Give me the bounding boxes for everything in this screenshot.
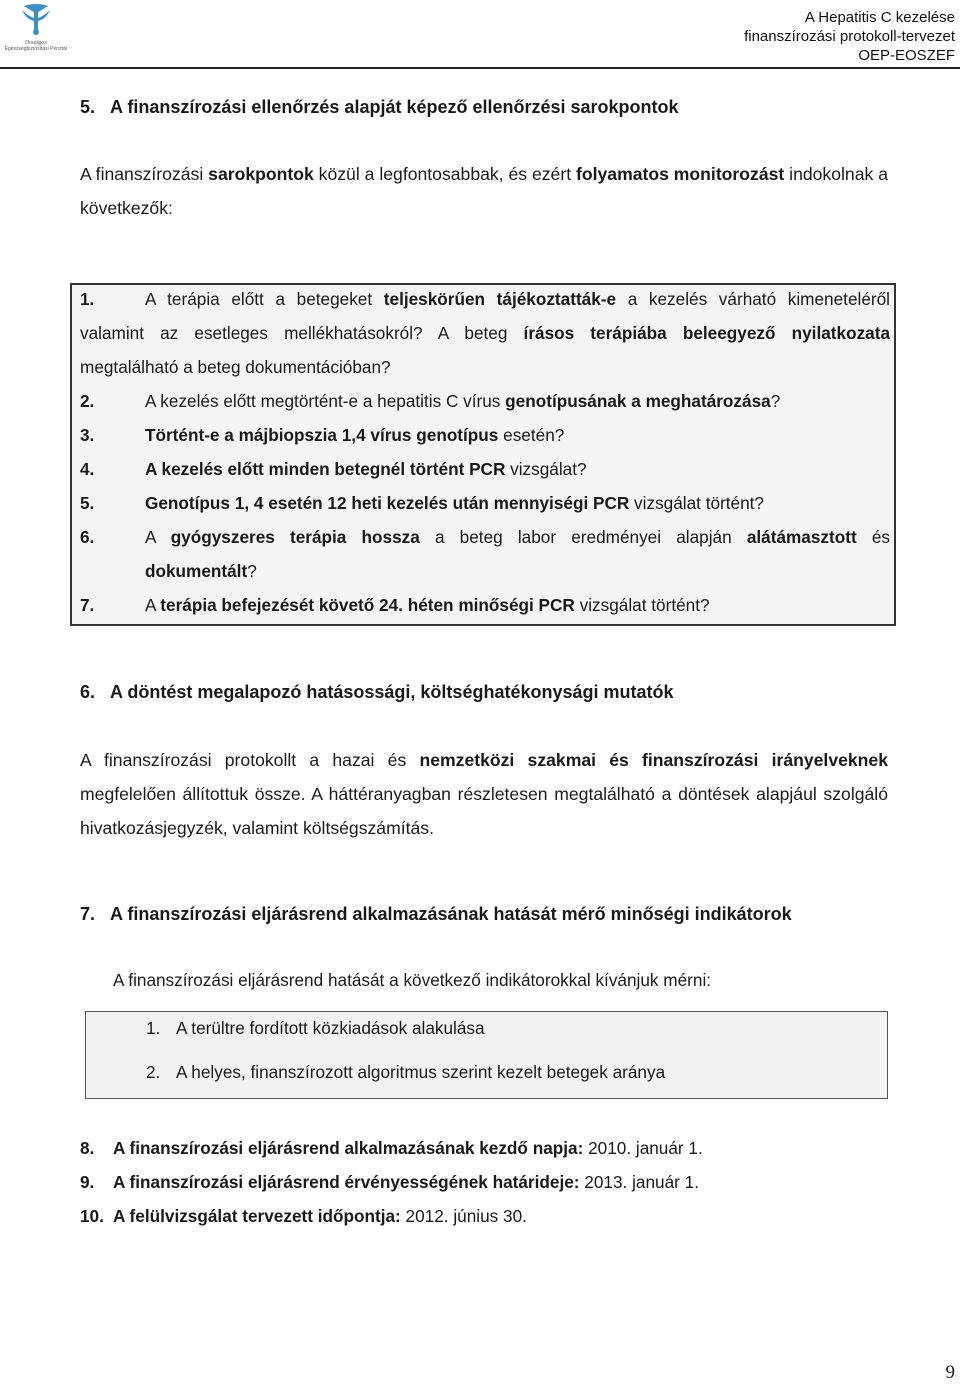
checkpoint-number: 1. xyxy=(80,289,95,309)
date-label: A finanszírozási eljárásrend érvényességének határideje: xyxy=(113,1172,580,1192)
indicator-number: 2. xyxy=(146,1062,161,1082)
indicator-item xyxy=(146,1018,485,1039)
page-number: 9 xyxy=(945,1362,955,1383)
text-run: A kezelés előtt megtörtént-e a hepatitis C vírus xyxy=(145,391,506,411)
checkpoint-text xyxy=(145,588,890,622)
indicator-text: A helyes, finanszírozott algoritmus szerint kezelt betegek aránya xyxy=(176,1062,666,1082)
bold-text-run: gyógyszeres terápia hossza xyxy=(170,527,420,547)
checkpoint-item xyxy=(80,486,890,520)
indicator-item xyxy=(146,1062,665,1083)
bold-text-run: genotípusának a meghatározása xyxy=(505,391,771,411)
date-number: 8. xyxy=(80,1138,95,1158)
checkpoint-item xyxy=(80,520,890,588)
date-number: 10. xyxy=(80,1206,104,1226)
text-run: a kezelés várható kimeneteléről valamint az esetleges mellékhatásokról? A beteg xyxy=(80,289,890,343)
header-title-line-1: A Hepatitis C kezelése xyxy=(804,9,955,26)
checkpoint-number: 3. xyxy=(80,425,95,445)
header-title-line-2: finanszírozási protokoll-tervezet xyxy=(744,28,955,45)
date-item xyxy=(80,1199,703,1233)
section-5-intro xyxy=(80,157,888,225)
bold-text-run: teljeskörűen tájékoztatták-e xyxy=(383,289,617,309)
bold-text-run: A kezelés előtt minden betegnél történt PCR xyxy=(145,459,506,479)
checkpoint-item xyxy=(80,588,890,622)
text-run: A xyxy=(145,595,161,615)
checkpoint-text xyxy=(145,384,890,418)
section-7-number: 7. xyxy=(80,904,96,924)
bold-text-run: dokumentált xyxy=(145,561,248,581)
section-6-body xyxy=(80,743,888,845)
checkpoint-number: 6. xyxy=(80,527,95,547)
dates-list xyxy=(80,1131,703,1233)
text-run: a beteg labor eredményei alapján xyxy=(419,527,747,547)
text-run: ? xyxy=(247,561,257,581)
text-run: vizsgálat történt? xyxy=(629,493,764,513)
text-run: A terápia előtt a betegeket xyxy=(145,289,384,309)
bold-text-run: terápia befejezését követő 24. héten minőségi PCR xyxy=(160,595,575,615)
checkpoint-text xyxy=(145,452,890,486)
checkpoint-item xyxy=(80,418,890,452)
section-5-title: A finanszírozási ellenőrzés alapját képező ellenőrzési sarokpontok xyxy=(110,97,679,117)
header-title-block xyxy=(744,8,955,65)
checkpoint-number: 7. xyxy=(80,595,95,615)
logo-text: Országos Egészségbiztosítási Pénztár xyxy=(4,40,68,52)
date-label: A finanszírozási eljárásrend alkalmazásának kezdő napja: xyxy=(113,1138,584,1158)
checkpoint-number: 5. xyxy=(80,493,95,513)
indicator-number: 1. xyxy=(146,1018,161,1038)
checkpoint-text xyxy=(80,282,890,384)
bold-text-run: írásos terápiába beleegyező nyilatkozata xyxy=(523,323,891,343)
date-value: 2012. június 30. xyxy=(400,1206,527,1226)
checkpoints-list xyxy=(80,282,890,622)
section-6-title: A döntést megalapozó hatásossági, költséghatékonysági mutatók xyxy=(110,682,674,702)
date-item xyxy=(80,1131,703,1165)
checkpoint-text xyxy=(145,486,890,520)
bold-text-run: sarokpontok xyxy=(208,164,314,184)
text-run: vizsgálat? xyxy=(505,459,587,479)
checkpoint-item xyxy=(80,282,890,384)
text-run: A finanszírozási protokollt a hazai és xyxy=(80,750,420,770)
text-run: megtalálható a beteg dokumentációban? xyxy=(80,357,391,377)
section-5-number: 5. xyxy=(80,97,96,117)
checkpoint-text xyxy=(145,418,890,452)
section-7-heading xyxy=(80,904,792,925)
checkpoint-number: 4. xyxy=(80,459,95,479)
bold-text-run: alátámasztott xyxy=(746,527,857,547)
text-run: esetén? xyxy=(498,425,565,445)
text-run: A finanszírozási xyxy=(80,164,209,184)
oep-logo xyxy=(4,2,68,54)
indicator-text: A terültre fordított közkiadások alakulása xyxy=(176,1018,485,1038)
checkpoint-number: 2. xyxy=(80,391,95,411)
date-value: 2013. január 1. xyxy=(579,1172,699,1192)
text-run: és xyxy=(856,527,890,547)
header-divider xyxy=(0,67,960,69)
header-title-line-3: OEP-EOSZEF xyxy=(858,47,955,64)
bold-text-run: nemzetközi szakmai és finanszírozási irányelveknek xyxy=(419,750,888,770)
section-6-heading xyxy=(80,682,674,703)
section-6-number: 6. xyxy=(80,682,96,702)
checkpoint-item xyxy=(80,384,890,418)
bold-text-run: Genotípus 1, 4 esetén 12 heti kezelés után mennyiségi PCR xyxy=(145,493,630,513)
bold-text-run: folyamatos monitorozást xyxy=(576,164,785,184)
bold-text-run: Történt-e a májbiopszia 1,4 vírus genotípus xyxy=(145,425,499,445)
date-item xyxy=(80,1165,703,1199)
section-5-heading xyxy=(80,97,679,118)
date-number: 9. xyxy=(80,1172,95,1192)
date-label: A felülvizsgálat tervezett időpontja: xyxy=(113,1206,401,1226)
text-run: vizsgálat történt? xyxy=(574,595,710,615)
text-run: ? xyxy=(770,391,781,411)
text-run: megfelelően állítottuk össze. A háttéranyagban részletesen megtalálható a döntések alapjául szolgáló hivatkozásjegyzék, valamint költségszámítás. xyxy=(80,784,888,838)
text-run: A xyxy=(145,527,171,547)
section-7-title: A finanszírozási eljárásrend alkalmazásának hatását mérő minőségi indikátorok xyxy=(110,904,792,924)
date-value: 2010. január 1. xyxy=(583,1138,703,1158)
checkpoint-item xyxy=(80,452,890,486)
section-7-intro: A finanszírozási eljárásrend hatását a következő indikátorokkal kívánjuk mérni: xyxy=(113,970,712,990)
checkpoint-text xyxy=(145,520,890,588)
text-run: közül a legfontosabbak, és ezért xyxy=(313,164,576,184)
text-run: indokolnak a következők: xyxy=(80,164,888,218)
